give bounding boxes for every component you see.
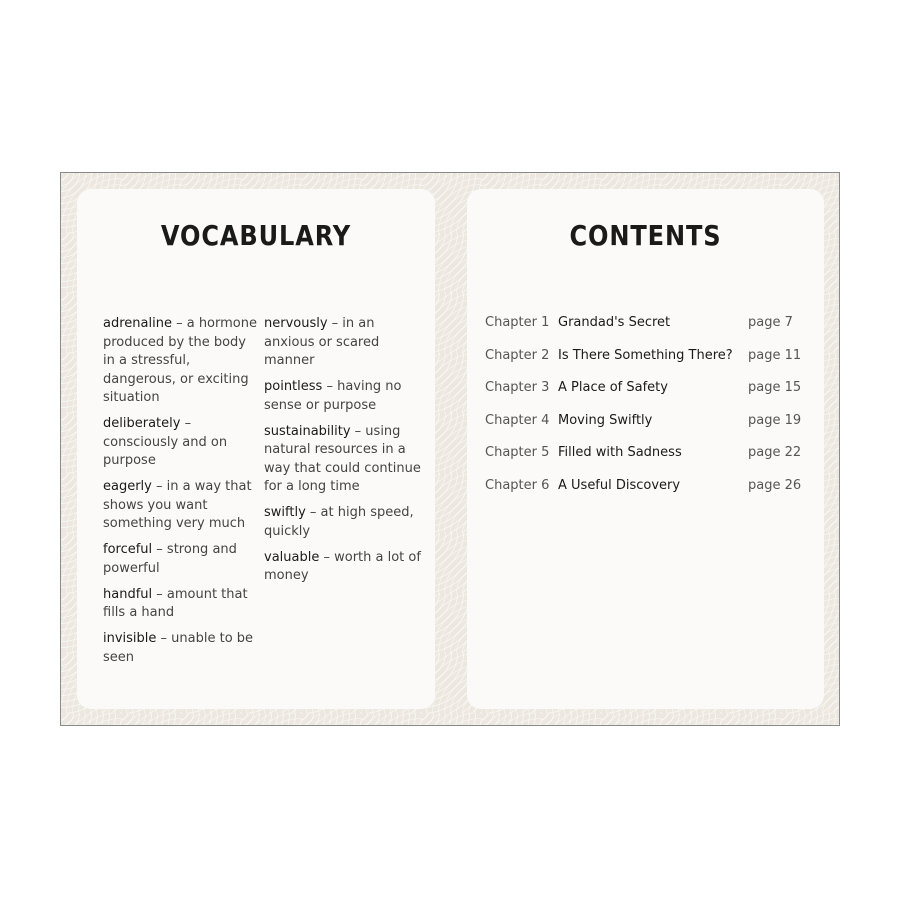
contents-heading: CONTENTS bbox=[569, 219, 722, 252]
vocab-definition: – having no sense or purpose bbox=[264, 379, 402, 413]
toc-row bbox=[467, 380, 824, 400]
toc-chapter-title: Is There Something There? bbox=[558, 347, 733, 363]
toc-page-number: page 26 bbox=[748, 477, 802, 493]
vocab-term: pointless bbox=[264, 379, 323, 394]
vocab-definition: – in a way that shows you want something very much bbox=[103, 479, 252, 531]
toc-chapter-number: Chapter 1 bbox=[485, 315, 550, 330]
toc-page-number: page 15 bbox=[748, 380, 802, 395]
vocab-definition: – amount that fills a hand bbox=[103, 586, 248, 620]
vocab-term: sustainability bbox=[264, 423, 351, 439]
vocab-entry bbox=[103, 586, 257, 623]
vocab-term: adrenaline bbox=[103, 316, 172, 331]
vocab-entry bbox=[103, 630, 257, 667]
toc-page-number: page 11 bbox=[748, 347, 802, 363]
toc-chapter-title: Grandad's Secret bbox=[558, 315, 671, 330]
toc-row bbox=[467, 315, 824, 335]
vocab-term: valuable bbox=[264, 549, 320, 565]
contents-page bbox=[467, 189, 824, 709]
toc-chapter-number: Chapter 2 bbox=[485, 347, 550, 363]
vocab-definition: – a hormone produced by the body in a stressful, dangerous, or exciting situation bbox=[103, 316, 257, 405]
toc-row bbox=[467, 445, 824, 465]
vocab-definition: – using natural resources in a way that could continue for a long time bbox=[264, 423, 421, 494]
book-spread bbox=[60, 172, 840, 726]
vocab-definition: – worth a lot of money bbox=[264, 549, 421, 583]
toc-page-number: page 7 bbox=[748, 315, 793, 330]
vocabulary-column-2 bbox=[264, 315, 424, 593]
toc-chapter-number: Chapter 4 bbox=[485, 412, 550, 428]
toc-row bbox=[467, 348, 824, 368]
vocab-term: eagerly bbox=[103, 479, 152, 494]
vocab-term: forceful bbox=[103, 542, 153, 557]
vocab-definition: – consciously and on purpose bbox=[103, 416, 228, 468]
vocab-entry bbox=[103, 415, 257, 471]
vocab-definition: – in an anxious or scared manner bbox=[264, 316, 380, 368]
toc-row bbox=[467, 413, 824, 433]
vocab-definition: – unable to be seen bbox=[103, 631, 254, 665]
vocab-entry bbox=[264, 315, 424, 371]
vocab-term: nervously bbox=[264, 316, 328, 331]
toc-chapter-number: Chapter 6 bbox=[485, 477, 550, 493]
vocabulary-heading: VOCABULARY bbox=[160, 219, 352, 252]
vocab-entry bbox=[103, 541, 257, 578]
vocab-entry bbox=[264, 504, 424, 541]
vocabulary-column-1 bbox=[103, 315, 257, 675]
toc-chapter-title: A Useful Discovery bbox=[558, 477, 681, 493]
vocab-definition: – strong and powerful bbox=[103, 542, 237, 576]
vocab-entry bbox=[103, 478, 257, 534]
toc-chapter-number: Chapter 3 bbox=[485, 380, 550, 395]
toc-chapter-title: Filled with Sadness bbox=[558, 445, 682, 460]
vocab-term: deliberately bbox=[103, 416, 181, 431]
toc-page-number: page 22 bbox=[748, 445, 802, 460]
toc-chapter-title: A Place of Safety bbox=[558, 380, 668, 395]
vocab-term: invisible bbox=[103, 631, 157, 646]
vocabulary-page bbox=[77, 189, 435, 709]
toc-row bbox=[467, 478, 824, 498]
vocab-term: swiftly bbox=[264, 505, 306, 520]
vocab-definition: – at high speed, quickly bbox=[264, 505, 414, 539]
toc-chapter-title: Moving Swiftly bbox=[558, 412, 653, 428]
vocab-entry bbox=[264, 549, 424, 586]
vocab-entry bbox=[103, 315, 257, 408]
vocab-entry bbox=[264, 378, 424, 415]
vocab-term: handful bbox=[103, 586, 153, 602]
toc-page-number: page 19 bbox=[748, 412, 802, 428]
toc-chapter-number: Chapter 5 bbox=[485, 445, 550, 460]
vocab-entry bbox=[264, 423, 424, 497]
